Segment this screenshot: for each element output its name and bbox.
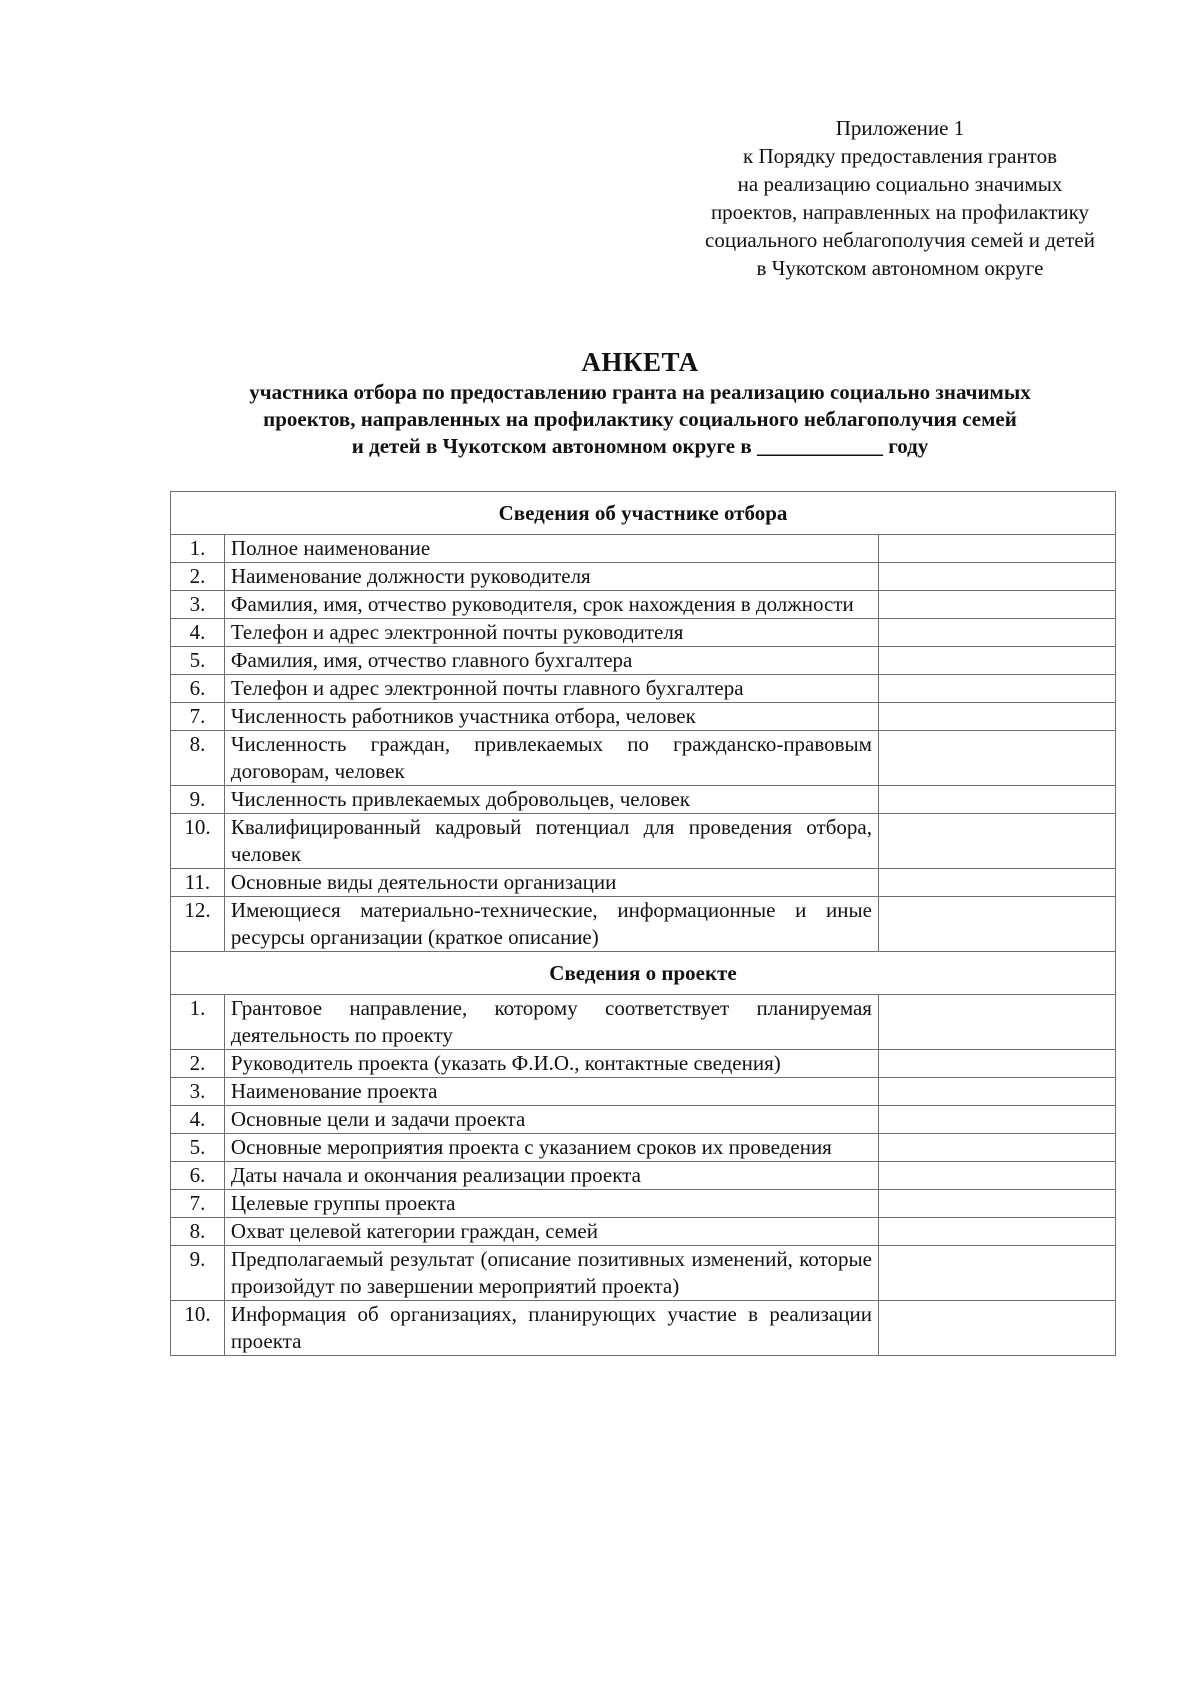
table-row: [171, 1218, 1116, 1246]
row-label: Целевые группы проекта: [224, 1190, 878, 1218]
row-label: Наименование должности руководителя: [224, 563, 878, 591]
row-label: Охват целевой категории граждан, семей: [224, 1218, 878, 1246]
row-value-cell[interactable]: [878, 703, 1115, 731]
table-row: [171, 1162, 1116, 1190]
row-label: Грантовое направление, которому соответствует планируемая деятельность по проекту: [224, 995, 878, 1050]
row-number: 9.: [171, 1246, 225, 1301]
appendix-line: Приложение 1: [835, 116, 965, 140]
row-value-cell[interactable]: [878, 647, 1115, 675]
row-number: 2.: [171, 563, 225, 591]
row-value-cell[interactable]: [878, 1162, 1115, 1190]
row-number: 7.: [171, 703, 225, 731]
row-value-cell[interactable]: [878, 619, 1115, 647]
table-row: [171, 1134, 1116, 1162]
row-value-cell[interactable]: [878, 1050, 1115, 1078]
row-label: Предполагаемый результат (описание позитивных изменений, которые произойдут по завершении мероприятий проекта): [224, 1246, 878, 1301]
table-row: [171, 675, 1116, 703]
title-sub-line: участника отбора по предоставлению гранта на реализацию социально значимых: [249, 380, 1031, 404]
row-label: Информация об организациях, планирующих участие в реализации проекта: [224, 1301, 878, 1356]
table-row: [171, 1301, 1116, 1356]
row-label: Телефон и адрес электронной почты руководителя: [224, 619, 878, 647]
questionnaire-body: [171, 492, 1116, 1356]
row-number: 3.: [171, 591, 225, 619]
table-row: [171, 1190, 1116, 1218]
row-label: Даты начала и окончания реализации проекта: [224, 1162, 878, 1190]
appendix-line: социального неблагополучия семей и детей: [705, 228, 1095, 252]
row-value-cell[interactable]: [878, 814, 1115, 869]
row-label: Фамилия, имя, отчество главного бухгалтера: [224, 647, 878, 675]
table-row: [171, 786, 1116, 814]
section-header-row: [171, 492, 1116, 535]
row-number: 2.: [171, 1050, 225, 1078]
row-label: Полное наименование: [224, 535, 878, 563]
row-value-cell[interactable]: [878, 1246, 1115, 1301]
title-sub-line: проектов, направленных на профилактику социального неблагополучия семей: [263, 407, 1017, 431]
table-row: [171, 1246, 1116, 1301]
table-row: [171, 535, 1116, 563]
row-number: 10.: [171, 1301, 225, 1356]
row-value-cell[interactable]: [878, 1301, 1115, 1356]
row-label: Наименование проекта: [224, 1078, 878, 1106]
table-row: [171, 591, 1116, 619]
row-value-cell[interactable]: [878, 731, 1115, 786]
appendix-header: [620, 114, 1180, 282]
row-label: Численность работников участника отбора, человек: [224, 703, 878, 731]
row-label: Руководитель проекта (указать Ф.И.О., контактные сведения): [224, 1050, 878, 1078]
row-number: 6.: [171, 1162, 225, 1190]
row-value-cell[interactable]: [878, 1078, 1115, 1106]
table-row: [171, 619, 1116, 647]
table-row: [171, 731, 1116, 786]
row-number: 4.: [171, 619, 225, 647]
table-row: [171, 703, 1116, 731]
appendix-line: проектов, направленных на профилактику: [710, 200, 1090, 224]
row-value-cell[interactable]: [878, 1190, 1115, 1218]
table-row: [171, 897, 1116, 952]
row-number: 8.: [171, 731, 225, 786]
row-value-cell[interactable]: [878, 591, 1115, 619]
row-value-cell[interactable]: [878, 1134, 1115, 1162]
table-row: [171, 869, 1116, 897]
row-value-cell[interactable]: [878, 563, 1115, 591]
table-row: [171, 1050, 1116, 1078]
row-number: 1.: [171, 995, 225, 1050]
row-label: Численность привлекаемых добровольцев, человек: [224, 786, 878, 814]
row-value-cell[interactable]: [878, 897, 1115, 952]
title-sub-line: и детей в Чукотском автономном округе в ____________ году: [351, 434, 929, 458]
row-label: Телефон и адрес электронной почты главного бухгалтера: [224, 675, 878, 703]
row-value-cell[interactable]: [878, 869, 1115, 897]
row-number: 4.: [171, 1106, 225, 1134]
row-number: 3.: [171, 1078, 225, 1106]
row-number: 6.: [171, 675, 225, 703]
row-value-cell[interactable]: [878, 1218, 1115, 1246]
appendix-line: в Чукотском автономном округе: [756, 256, 1044, 280]
row-value-cell[interactable]: [878, 535, 1115, 563]
row-label: Основные цели и задачи проекта: [224, 1106, 878, 1134]
table-row: [171, 563, 1116, 591]
table-row: [171, 814, 1116, 869]
row-value-cell[interactable]: [878, 675, 1115, 703]
row-number: 12.: [171, 897, 225, 952]
appendix-line: к Порядку предоставления грантов: [743, 144, 1057, 168]
row-value-cell[interactable]: [878, 995, 1115, 1050]
row-number: 7.: [171, 1190, 225, 1218]
row-label: Основные мероприятия проекта с указанием сроков их проведения: [224, 1134, 878, 1162]
row-number: 10.: [171, 814, 225, 869]
row-number: 9.: [171, 786, 225, 814]
row-number: 1.: [171, 535, 225, 563]
section-title: Сведения об участнике отбора: [171, 492, 1116, 535]
row-value-cell[interactable]: [878, 786, 1115, 814]
row-number: 8.: [171, 1218, 225, 1246]
row-label: Основные виды деятельности организации: [224, 869, 878, 897]
row-label: Имеющиеся материально-технические, информационные и иные ресурсы организации (краткое описание): [224, 897, 878, 952]
row-number: 5.: [171, 1134, 225, 1162]
section-title: Сведения о проекте: [171, 952, 1116, 995]
appendix-line: на реализацию социально значимых: [737, 172, 1063, 196]
row-number: 5.: [171, 647, 225, 675]
row-value-cell[interactable]: [878, 1106, 1115, 1134]
table-row: [171, 1106, 1116, 1134]
row-label: Фамилия, имя, отчество руководителя, срок нахождения в должности: [224, 591, 878, 619]
row-label: Квалифицированный кадровый потенциал для проведения отбора, человек: [224, 814, 878, 869]
title-subtitle: [140, 379, 1140, 460]
document-title: [140, 345, 1140, 460]
title-main: АНКЕТА: [581, 347, 699, 377]
row-number: 11.: [171, 869, 225, 897]
table-row: [171, 647, 1116, 675]
row-label: Численность граждан, привлекаемых по гражданско-правовым договорам, человек: [224, 731, 878, 786]
table-row: [171, 995, 1116, 1050]
table-row: [171, 1078, 1116, 1106]
questionnaire-table: [170, 491, 1116, 1356]
section-header-row: [171, 952, 1116, 995]
